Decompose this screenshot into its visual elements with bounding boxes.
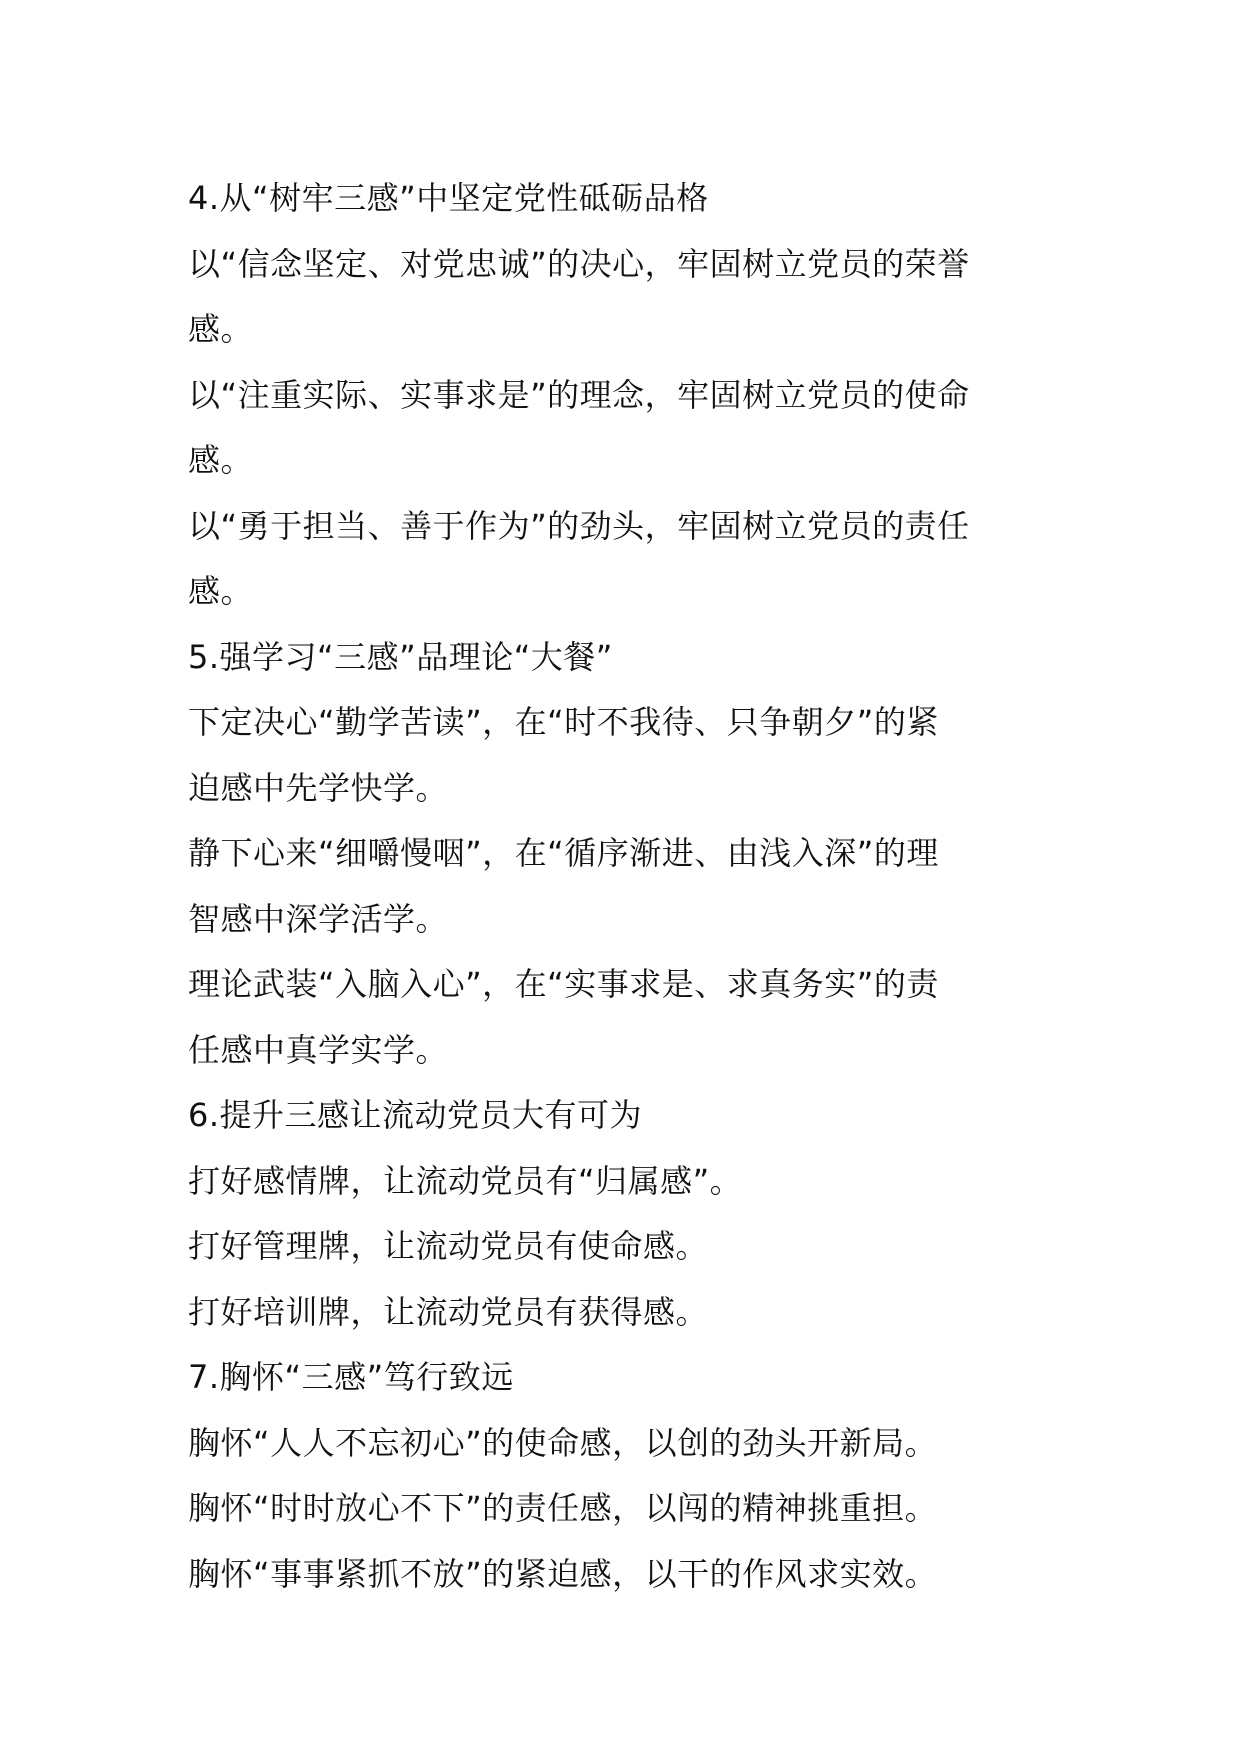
paragraph-line: 静下心来“细嚼慢咽”，在“循序渐进、由浅入深”的理 — [188, 834, 939, 872]
paragraph-line: 感。 — [188, 310, 254, 348]
section-heading-7: 7.胸怀“三感”笃行致远 — [188, 1358, 514, 1396]
paragraph-line: 以“信念坚定、对党忠诚”的决心，牢固树立党员的荣誉 — [188, 244, 970, 283]
paragraph-line: 胸怀“事事紧抓不放”的紧迫感，以干的作风求实效。 — [188, 1554, 938, 1593]
paragraph-line: 理论武装“入脑入心”，在“实事求是、求真务实”的责 — [188, 965, 939, 1003]
paragraph-line: 胸怀“时时放心不下”的责任感，以闯的精神挑重担。 — [188, 1489, 938, 1527]
section-heading-5: 5.强学习“三感”品理论“大餐” — [188, 637, 613, 676]
paragraph-line: 打好培训牌，让流动党员有获得感。 — [188, 1292, 709, 1331]
paragraph-line: 以“注重实际、实事求是”的理念，牢固树立党员的使命 — [188, 375, 970, 414]
paragraph-line: 迫感中先学快学。 — [188, 768, 449, 807]
paragraph-line: 感。 — [188, 572, 254, 610]
paragraph-line: 下定决心“勤学苦读”，在“时不我待、只争朝夕”的紧 — [188, 703, 939, 741]
section-heading-6: 6.提升三感让流动党员大有可为 — [188, 1096, 643, 1134]
paragraph-line: 打好感情牌，让流动党员有“归属感”。 — [188, 1161, 743, 1200]
paragraph-line: 胸怀“人人不忘初心”的使命感，以创的劲头开新局。 — [188, 1423, 938, 1462]
paragraph-line: 以“勇于担当、善于作为”的劲头，牢固树立党员的责任 — [188, 506, 970, 545]
paragraph-line: 任感中真学实学。 — [188, 1030, 449, 1069]
paragraph-line: 打好管理牌，让流动党员有使命感。 — [188, 1227, 709, 1265]
paragraph-line: 智感中深学活学。 — [188, 899, 449, 938]
section-heading-4: 4.从“树牢三感”中坚定党性砥砺品格 — [188, 179, 709, 217]
paragraph-line: 感。 — [188, 441, 254, 479]
document-body — [188, 166, 1068, 1607]
